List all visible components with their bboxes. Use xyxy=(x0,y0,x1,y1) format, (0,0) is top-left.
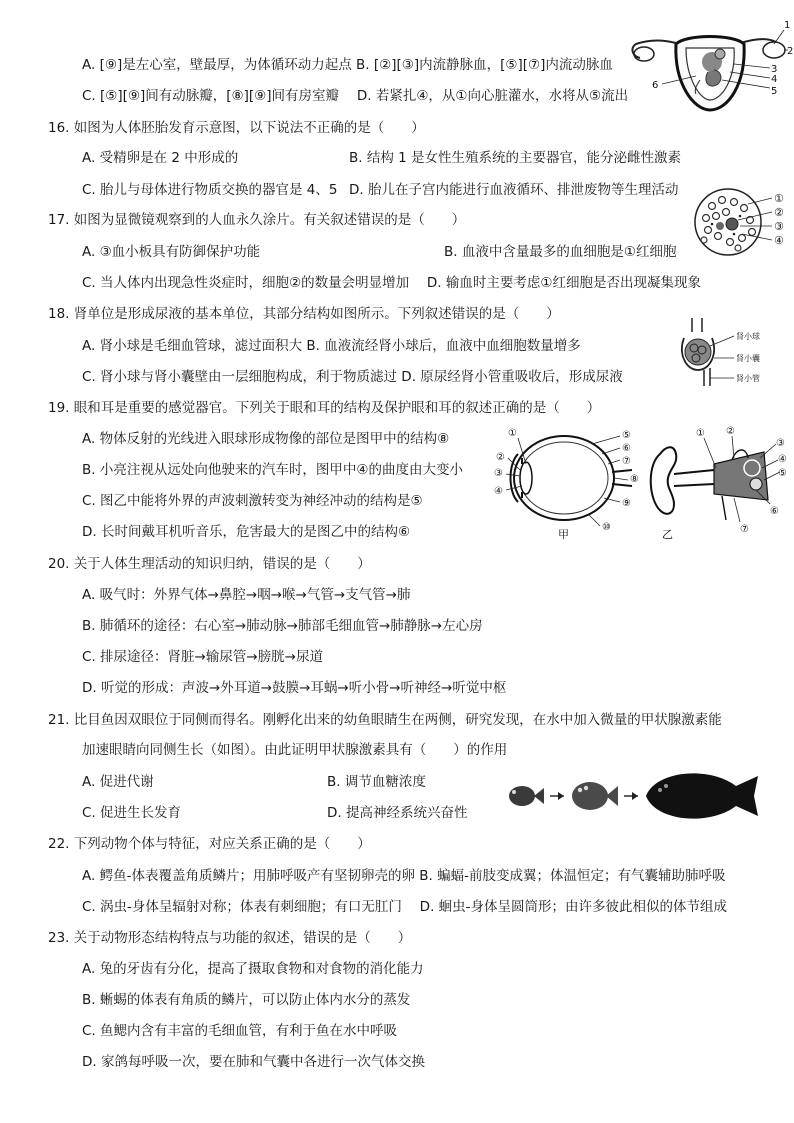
q17-option-b: B. 血液中含量最多的血细胞是①红细胞 xyxy=(444,244,677,260)
q20-option-a: A. 吸气时：外界气体→鼻腔→咽→喉→气管→支气管→肺 xyxy=(82,587,411,603)
q22-option-ab: A. 鳄鱼-体表覆盖角质鳞片；用肺呼吸产有坚韧卵壳的卵 B. 蝙蝠-前肢变成翼；体温恒定；有气囊辅助肺呼吸 xyxy=(82,868,726,884)
eye-label-3: ③ xyxy=(494,468,503,479)
q19-option-d: D. 长时间戴耳机听音乐，危害最大的是图乙中的结构⑥ xyxy=(82,524,411,540)
blood-label-3: ③ xyxy=(774,220,784,233)
q21-stem-line2: 加速眼睛向同侧生长（如图）。由此证明甲状腺激素具有（ ）的作用 xyxy=(82,742,508,758)
q23-option-b: B. 蜥蜴的体表有角质的鳞片，可以防止体内水分的蒸发 xyxy=(82,992,411,1008)
q18-option-ab: A. 肾小球是毛细血管球，滤过面积大 B. 血液流经肾小球后，血液中血细胞数量增多 xyxy=(82,338,581,354)
blood-smear-figure xyxy=(690,188,794,258)
eye-label-10: ⑩ xyxy=(602,522,611,533)
uterus-label-3: 3 xyxy=(771,64,778,75)
uterus-label-6: 6 xyxy=(652,80,659,91)
q21-option-d: D. 提高神经系统兴奋性 xyxy=(327,805,468,821)
blood-label-4: ④ xyxy=(774,234,784,247)
uterus-label-2: 2 xyxy=(787,46,794,57)
eye-label-1: ① xyxy=(508,428,517,439)
ear-caption: 乙 xyxy=(662,528,673,540)
eye-label-8: ⑧ xyxy=(630,474,639,485)
q15-option-cd: C. [⑤][⑨]间有动脉瓣，[⑧][⑨]间有房室瓣 D. 若紧扎④，从①向心脏灌水，水将从⑤流出 xyxy=(82,88,629,104)
q16-option-a: A. 受精卵是在 2 中形成的 xyxy=(82,150,239,166)
q16-option-c: C. 胎儿与母体进行物质交换的器官是 4、5 xyxy=(82,182,338,198)
q19-option-c: C. 图乙中能将外界的声波刺激转变为神经冲动的结构是⑤ xyxy=(82,493,423,509)
q21-option-b: B. 调节血糖浓度 xyxy=(327,774,426,790)
q21-option-a: A. 促进代谢 xyxy=(82,774,154,790)
nephron-label-tubule: 肾小管 xyxy=(736,374,760,383)
embryo-uterus-figure xyxy=(624,14,794,114)
nephron-label-glomerulus: 肾小球 xyxy=(736,332,760,341)
q19-option-a: A. 物体反射的光线进入眼球形成物像的部位是图甲中的结构⑧ xyxy=(82,431,450,447)
q23-stem: 23. 关于动物形态结构特点与功能的叙述，错误的是（ ） xyxy=(48,930,412,946)
q16-option-b: B. 结构 1 是女性生殖系统的主要器官，能分泌雌性激素 xyxy=(349,150,682,166)
ear-figure xyxy=(644,424,790,540)
q23-option-c: C. 鱼鳃内含有丰富的毛细血管，有利于鱼在水中呼吸 xyxy=(82,1023,398,1039)
q19-stem: 19. 眼和耳是重要的感觉器官。下列关于眼和耳的结构及保护眼和耳的叙述正确的是（ ） xyxy=(48,400,601,416)
q21-option-c: C. 促进生长发育 xyxy=(82,805,182,821)
q19-option-b: B. 小亮注视从远处向他驶来的汽车时，图甲中④的曲度由大变小 xyxy=(82,462,463,478)
eye-caption: 甲 xyxy=(558,528,569,540)
q16-option-d: D. 胎儿在子宫内能进行血液循环、排泄废物等生理活动 xyxy=(349,182,679,198)
q17-stem: 17. 如图为显微镜观察到的人血永久涂片。有关叙述错误的是（ ） xyxy=(48,212,466,228)
flatfish-figure xyxy=(500,764,764,830)
uterus-label-4: 4 xyxy=(771,74,778,85)
q22-stem: 22. 下列动物个体与特征，对应关系正确的是（ ） xyxy=(48,836,371,852)
uterus-label-1: 1 xyxy=(784,20,791,31)
q17-option-a: A. ③血小板具有防御保护功能 xyxy=(82,244,261,260)
q20-stem: 20. 关于人体生理活动的知识归纳，错误的是（ ） xyxy=(48,556,371,572)
q22-option-cd: C. 涡虫-身体呈辐射对称；体表有刺细胞；有口无肛门 D. 蛔虫-身体呈圆筒形；由许多彼此相似的体节组成 xyxy=(82,899,728,915)
eye-label-9: ⑨ xyxy=(622,498,631,509)
eye-label-5: ⑤ xyxy=(622,430,631,441)
uterus-label-5: 5 xyxy=(771,86,778,97)
q15-option-ab: A. [⑨]是左心室，壁最厚，为体循环动力起点 B. [②][③]内流静脉血，[⑤][⑦]内流动脉血 xyxy=(82,57,613,73)
q16-stem: 16. 如图为人体胚胎发育示意图，以下说法不正确的是（ ） xyxy=(48,120,425,136)
ear-label-4: ④ xyxy=(778,454,787,465)
q23-option-d: D. 家鸽每呼吸一次，要在肺和气囊中各进行一次气体交换 xyxy=(82,1054,425,1070)
ear-label-2: ② xyxy=(726,426,735,437)
eye-figure xyxy=(492,424,642,540)
ear-label-3: ③ xyxy=(776,438,785,449)
q20-option-c: C. 排尿途径：肾脏→输尿管→膀胱→尿道 xyxy=(82,649,323,665)
ear-label-5: ⑤ xyxy=(778,468,787,479)
eye-label-7: ⑦ xyxy=(622,456,631,467)
q20-option-b: B. 肺循环的途径：右心室→肺动脉→肺部毛细血管→肺静脉→左心房 xyxy=(82,618,483,634)
blood-label-1: ① xyxy=(774,192,784,205)
blood-label-2: ② xyxy=(774,206,784,219)
q17-option-cd: C. 当人体内出现急性炎症时，细胞②的数量会明显增加 D. 输血时主要考虑①红细胞是否出现凝集现象 xyxy=(82,275,701,291)
q21-stem-line1: 21. 比目鱼因双眼位于同侧而得名。刚孵化出来的幼鱼眼睛生在两侧，研究发现，在水中加入微量的甲状腺激素能 xyxy=(48,712,722,728)
nephron-label-capsule: 肾小囊 xyxy=(736,354,760,363)
ear-label-6: ⑥ xyxy=(770,506,779,517)
fish-larva xyxy=(509,786,544,806)
eye-label-6: ⑥ xyxy=(622,443,631,454)
nephron-figure xyxy=(670,314,790,388)
fish-adult xyxy=(646,773,758,818)
q18-option-cd: C. 肾小球与肾小囊壁由一层细胞构成，利于物质滤过 D. 原尿经肾小管重吸收后，形成尿液 xyxy=(82,369,623,385)
q20-option-d: D. 听觉的形成：声波→外耳道→鼓膜→耳蜗→听小骨→听神经→听觉中枢 xyxy=(82,680,507,696)
eye-label-4: ④ xyxy=(494,486,503,497)
eye-label-2: ② xyxy=(496,452,505,463)
ear-label-1: ① xyxy=(696,428,705,439)
fish-juvenile xyxy=(572,782,618,810)
q23-option-a: A. 兔的牙齿有分化，提高了摄取食物和对食物的消化能力 xyxy=(82,961,424,977)
ear-label-7: ⑦ xyxy=(740,524,749,535)
q18-stem: 18. 肾单位是形成尿液的基本单位，其部分结构如图所示。下列叙述错误的是（ ） xyxy=(48,306,560,322)
